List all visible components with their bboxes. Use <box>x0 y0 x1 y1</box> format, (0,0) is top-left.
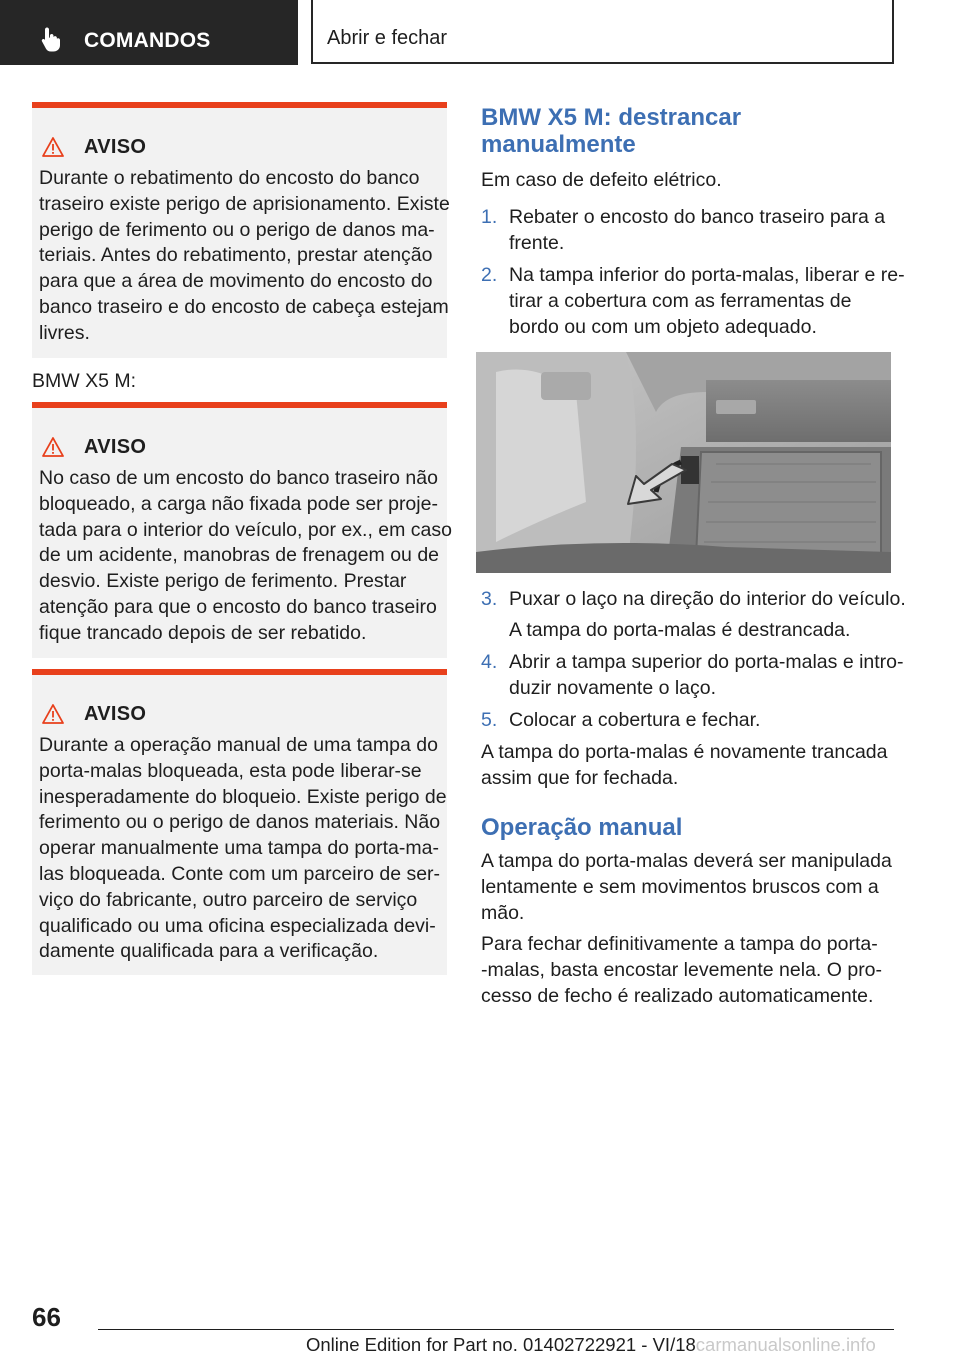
text-line: A tampa do porta-malas deverá ser manipulada <box>481 850 892 872</box>
section-heading <box>481 104 741 158</box>
warning-text <box>39 466 452 647</box>
subsection-header <box>311 0 894 64</box>
text-line: duzir novamente o laço. <box>509 676 717 699</box>
text-line: Puxar o laço na direção do interior do veículo. <box>509 588 906 610</box>
step-text <box>509 708 909 734</box>
step-text <box>509 205 909 257</box>
text-line: viço do fabricante, outro parceiro de serviço <box>39 888 418 911</box>
text-line: atenção para que o encosto do banco traseiro <box>39 595 437 618</box>
page-number: 66 <box>32 1302 61 1332</box>
text-line: Durante o rebatimento do encosto do banco <box>39 167 420 189</box>
text-line: ferimento ou o perigo de danos materiais. Não <box>39 811 441 834</box>
text-line: tirar a cobertura com as ferramentas de <box>509 289 852 312</box>
text-line: operar manualmente uma tampa do porta-ma‐ <box>39 837 439 860</box>
text-line: Rebater o encosto do banco traseiro para a <box>509 206 886 228</box>
text-line: Para fechar definitivamente a tampa do porta‐ <box>481 933 878 955</box>
warning-title: AVISO <box>84 435 147 458</box>
trunk-cover-illustration <box>476 352 891 573</box>
section-tab <box>0 0 298 65</box>
text-line: de um acidente, manobras de frenagem ou de <box>39 544 440 567</box>
text-line: Na tampa inferior do porta-malas, liberar e re‐ <box>509 264 905 286</box>
step-3-result <box>509 618 899 644</box>
watermark-text: carmanualsonline.info <box>695 1334 876 1355</box>
warning-header <box>42 701 146 727</box>
text-line: A tampa do porta-malas é novamente trancada <box>481 741 888 763</box>
step-text <box>509 650 909 702</box>
text-line: Durante a operação manual de uma tampa do <box>39 734 438 756</box>
footer-text <box>306 1334 876 1356</box>
warning-box-1 <box>32 102 450 358</box>
text-line: Colocar a cobertura e fechar. <box>509 709 761 731</box>
text-line: desvio. Existe perigo de ferimento. Prestar <box>39 570 407 593</box>
text-line: Em caso de defeito elétrico. <box>481 169 722 191</box>
warning-header <box>42 134 146 160</box>
text-line: tada para o interior do veículo, por ex., em caso <box>39 518 452 541</box>
warning-title: AVISO <box>84 702 147 725</box>
step-text <box>509 587 909 613</box>
closing-text <box>481 740 901 792</box>
text-line: ‐malas, basta encostar levemente nela. O pro‐ <box>481 958 883 981</box>
warning-triangle-icon <box>42 436 64 458</box>
heading-line: manualmente <box>481 131 636 158</box>
text-line: lentamente e sem movimentos bruscos com a <box>481 875 879 898</box>
text-line: mão. <box>481 901 525 924</box>
intro-text <box>481 168 901 194</box>
heading-line: BMW X5 M: destrancar <box>481 104 742 131</box>
section-heading-manual <box>481 814 682 841</box>
warning-triangle-icon <box>42 703 64 725</box>
text-line: damente qualificada para a verificação. <box>39 940 379 963</box>
step-number: 3. <box>481 588 498 610</box>
text-line: traseiro existe perigo de aprisionamento. Existe <box>39 192 450 215</box>
warning-title: AVISO <box>84 135 147 158</box>
warning-header <box>42 434 146 460</box>
text-line: las bloqueada. Conte com um parceiro de ser‐ <box>39 862 441 885</box>
text-line: livres. <box>39 321 90 344</box>
hand-pointer-icon <box>40 26 64 52</box>
text-line: assim que for fechada. <box>481 766 679 789</box>
text-line: teriais. Antes do rebatimento, prestar atenção <box>39 244 433 267</box>
text-line: perigo de ferimento ou o perigo de danos ma‐ <box>39 218 435 241</box>
step-number: 2. <box>481 264 498 286</box>
edition-text: Online Edition for Part no. 01402722921 - VI/18 <box>306 1334 696 1355</box>
heading-line: Operação manual <box>481 814 683 841</box>
text-line: banco traseiro e do encosto de cabeça estejam <box>39 295 449 318</box>
text-line: para que a área de movimento do encosto do <box>39 270 433 293</box>
section-title: COMANDOS <box>84 29 211 52</box>
warning-box-3 <box>32 669 447 975</box>
text-line: cesso de fecho é realizado automaticamente. <box>481 984 874 1007</box>
text-line: A tampa do porta-malas é destrancada. <box>509 619 851 641</box>
warning-text <box>39 733 447 965</box>
text-line: fique trancado depois de ser rebatido. <box>39 621 367 644</box>
text-line: inesperadamente do bloqueio. Existe perigo de <box>39 785 447 808</box>
text-line: bloqueado, a carga não fixada pode ser proje‐ <box>39 492 438 515</box>
footer-divider <box>98 1329 894 1330</box>
step-number: 4. <box>481 651 498 673</box>
text-line: Abrir a tampa superior do porta-malas e intro‐ <box>509 651 904 673</box>
manual-para-2 <box>481 932 901 1009</box>
warning-triangle-icon <box>42 136 64 158</box>
model-label: BMW X5 M: <box>32 370 137 392</box>
text-line: qualificado ou uma oficina especializada devi‐ <box>39 914 436 937</box>
text-line: frente. <box>509 231 565 254</box>
manual-para-1 <box>481 849 901 926</box>
warning-text <box>39 166 450 347</box>
text-line: No caso de um encosto do banco traseiro não <box>39 467 438 489</box>
step-text <box>509 263 909 340</box>
step-number: 1. <box>481 206 498 228</box>
text-line: porta-malas bloqueada, esta pode liberar-se <box>39 759 422 782</box>
text-line: bordo ou com um objeto adequado. <box>509 315 817 338</box>
warning-box-2 <box>32 402 452 658</box>
subsection-title: Abrir e fechar <box>327 27 448 49</box>
step-number: 5. <box>481 709 498 731</box>
